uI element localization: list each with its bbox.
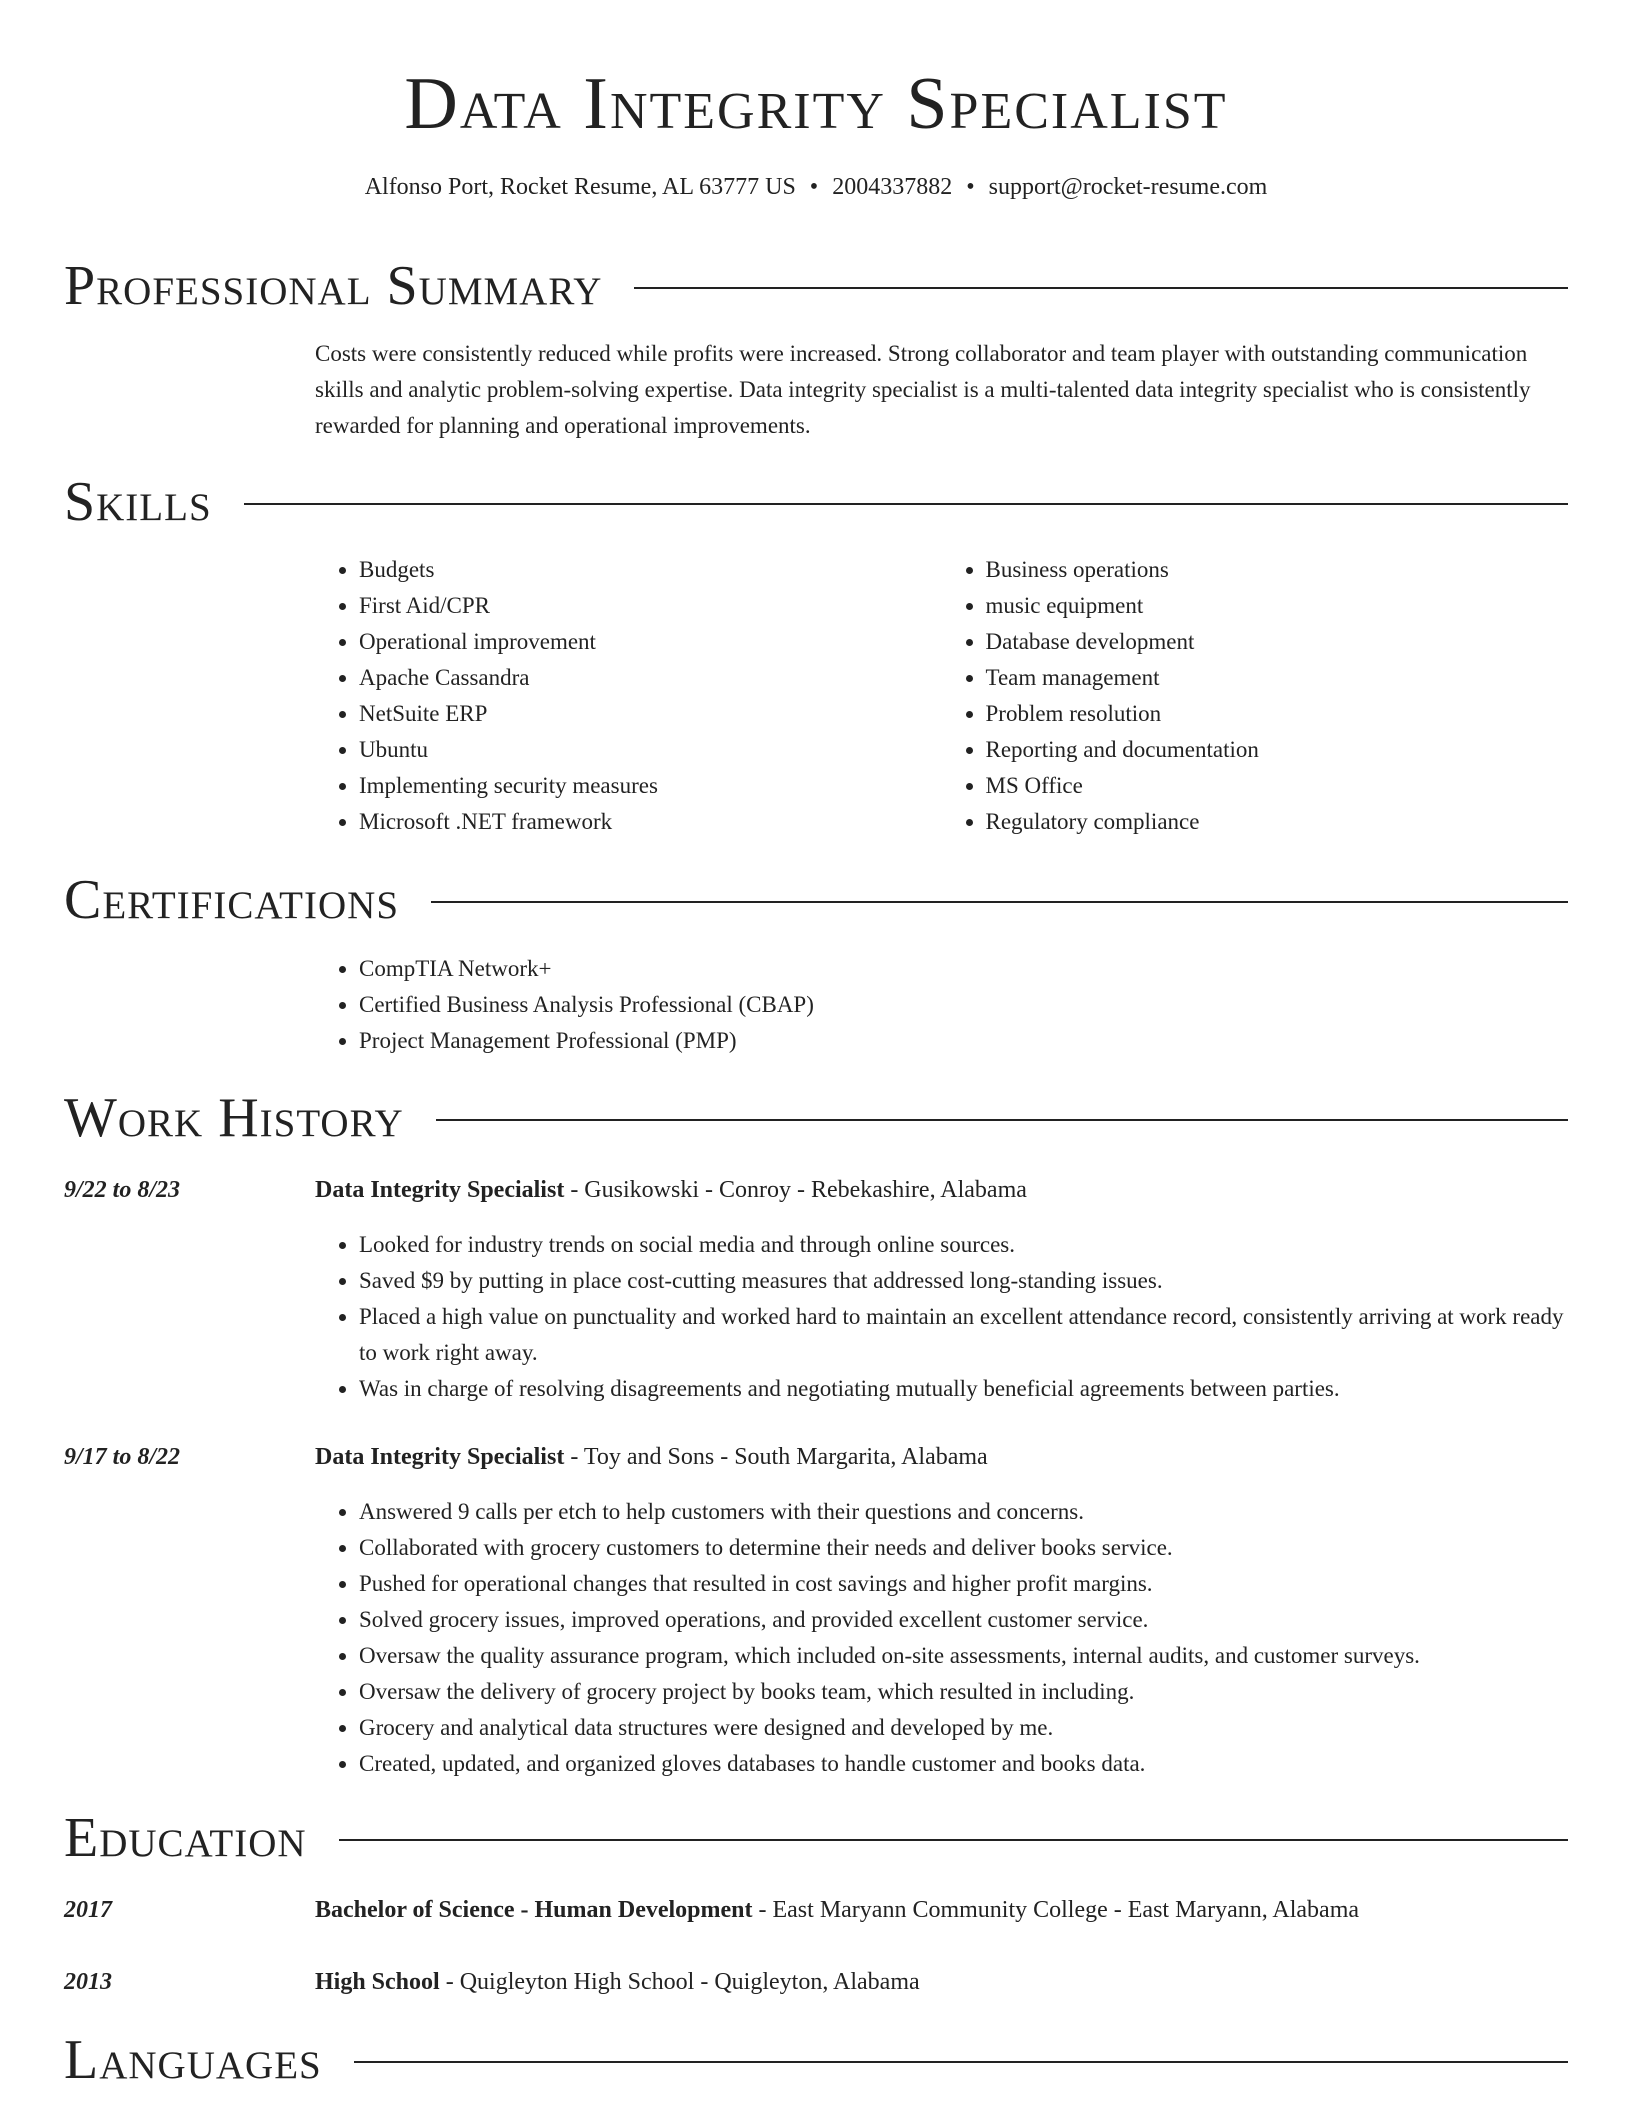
email: support@rocket-resume.com [988, 174, 1268, 200]
skill-item: • Apache Cassandra [359, 660, 942, 696]
address: Alfonso Port, Rocket Resume, AL 63777 US [364, 174, 796, 200]
job-dates: 9/22 to 8/23 [64, 1177, 181, 1203]
degree: Bachelor of Science - Human Development [315, 1897, 753, 1923]
phone: 2004337882 [832, 174, 953, 200]
skill-item: • music equipment [986, 588, 1569, 624]
job-bullet: • Oversaw the quality assurance program, which included on-site assessments, internal audits, and customer surveys. [359, 1638, 1568, 1674]
skills-section-header [64, 472, 1568, 532]
contact-line [0, 172, 1632, 202]
skill-item: • First Aid/CPR [359, 588, 942, 624]
certifications-block [315, 951, 1568, 1059]
section-divider [431, 901, 1568, 903]
job-bullets [315, 1494, 1568, 1782]
summary-block [315, 336, 1568, 444]
candidate-name: Data Integrity Specialist [404, 63, 1228, 145]
section-divider [634, 287, 1568, 289]
job-bullet: • Looked for industry trends on social media and through online sources. [359, 1227, 1568, 1263]
job-bullets-block [315, 1494, 1568, 1782]
certification-item: • Certified Business Analysis Professional (CBAP) [359, 987, 1568, 1023]
skill-item: • Implementing security measures [359, 768, 942, 804]
skill-item: • Budgets [359, 552, 942, 588]
education-heading [315, 1892, 1359, 1928]
skill-item: • Reporting and documentation [986, 732, 1569, 768]
languages-section-header [64, 2030, 1568, 2090]
certification-item: • CompTIA Network+ [359, 951, 1568, 987]
skill-item: • Problem resolution [986, 696, 1569, 732]
skills-right-list [942, 552, 1569, 840]
skill-item: • Business operations [986, 552, 1569, 588]
separator: • [966, 174, 975, 200]
job-bullet: • Pushed for operational changes that resulted in cost savings and higher profit margins. [359, 1566, 1568, 1602]
job-bullet: • Collaborated with grocery customers to determine their needs and deliver books service. [359, 1530, 1568, 1566]
job-dates: 9/17 to 8/22 [64, 1444, 181, 1470]
job-heading [315, 1172, 1027, 1208]
job-bullet: • Placed a high value on punctuality and worked hard to maintain an excellent attendance record, consistently arriving at work ready to work right away. [359, 1299, 1568, 1371]
job-title: Data Integrity Specialist [315, 1444, 565, 1470]
skill-item: • Ubuntu [359, 732, 942, 768]
section-divider [354, 2061, 1568, 2063]
job-bullet: • Grocery and analytical data structures were designed and developed by me. [359, 1710, 1568, 1746]
certifications-section-header [64, 870, 1568, 930]
job-bullet: • Answered 9 calls per etch to help customers with their questions and concerns. [359, 1494, 1568, 1530]
job-employer: - Gusikowski - Conroy - Rebekashire, Alabama [564, 1177, 1027, 1203]
job-bullet: • Solved grocery issues, improved operations, and provided excellent customer service. [359, 1602, 1568, 1638]
job-bullet: • Saved $9 by putting in place cost-cutting measures that addressed long-standing issues. [359, 1263, 1568, 1299]
education-heading [315, 1964, 920, 2000]
job-employer: - Toy and Sons - South Margarita, Alabama [564, 1444, 988, 1470]
section-heading: Certifications [64, 869, 400, 931]
summary-section-header [64, 256, 1568, 316]
education-year: 2017 [64, 1897, 112, 1923]
section-heading: Work History [64, 1087, 404, 1149]
work-section-header [64, 1088, 1568, 1148]
job-bullet: • Oversaw the delivery of grocery project by books team, which resulted in including. [359, 1674, 1568, 1710]
summary-text: Costs were consistently reduced while profits were increased. Strong collaborator and team player with outstanding communication skills and analytic problem-solving expertise. Data integrity specialist is a multi-talented data integrity specialist who is consistently rewarded for planning and operational improvements. [315, 341, 1531, 438]
section-divider [339, 1839, 1568, 1841]
section-divider [244, 503, 1568, 505]
section-heading: Professional Summary [64, 255, 603, 317]
separator: • [809, 174, 819, 200]
certifications-list [315, 951, 1568, 1059]
skill-item: • NetSuite ERP [359, 696, 942, 732]
section-divider [436, 1119, 1568, 1121]
skill-item: • Microsoft .NET framework [359, 804, 942, 840]
skill-item: • Regulatory compliance [986, 804, 1569, 840]
education-section-header [64, 1808, 1568, 1868]
section-heading: Education [64, 1807, 307, 1869]
skill-item: • Team management [986, 660, 1569, 696]
job-bullets-block [315, 1227, 1568, 1407]
certification-item: • Project Management Professional (PMP) [359, 1023, 1568, 1059]
education-year: 2013 [64, 1969, 112, 1995]
job-heading [315, 1439, 988, 1475]
skills-block [315, 552, 1568, 840]
section-heading: Skills [64, 471, 212, 533]
skill-item: • Database development [986, 624, 1569, 660]
degree: High School [315, 1969, 440, 1995]
skills-left-list [315, 552, 942, 840]
job-bullets [315, 1227, 1568, 1407]
section-heading: Languages [64, 2029, 322, 2091]
skill-item: • Operational improvement [359, 624, 942, 660]
job-bullet: • Created, updated, and organized gloves databases to handle customer and books data. [359, 1746, 1568, 1782]
skill-item: • MS Office [986, 768, 1569, 804]
institution: - East Maryann Community College - East Maryann, Alabama [752, 1897, 1360, 1923]
job-bullet: • Was in charge of resolving disagreements and negotiating mutually beneficial agreements between parties. [359, 1371, 1568, 1407]
job-title: Data Integrity Specialist [315, 1177, 565, 1203]
institution: - Quigleyton High School - Quigleyton, Alabama [439, 1969, 920, 1995]
